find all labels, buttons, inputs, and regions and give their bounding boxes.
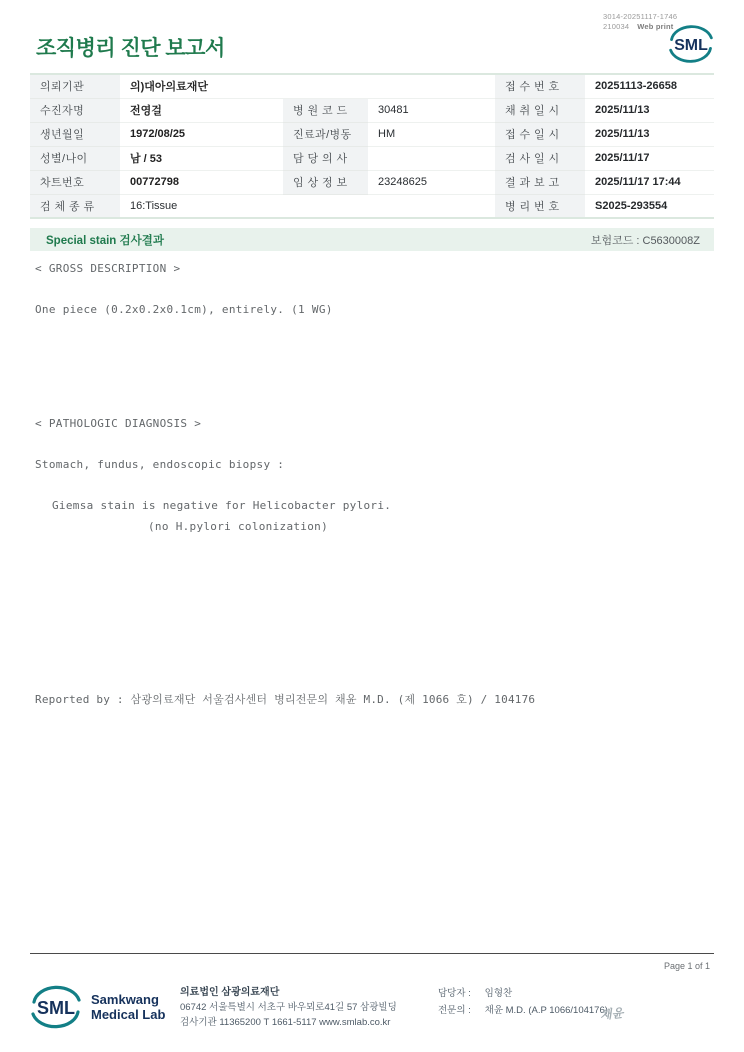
diagnosis-note-text: (no H.pylori colonization) — [148, 520, 328, 533]
table-row — [30, 194, 714, 218]
info-value: 남 / 53 — [120, 146, 283, 170]
insurance-code: 보험코드 : C5630008Z — [590, 234, 700, 247]
info-label: 차트번호 — [30, 170, 120, 194]
page-title: 조직병리 진단 보고서 — [36, 37, 225, 60]
table-row — [30, 98, 714, 122]
info-value: S2025-293554 — [595, 199, 668, 212]
info-label: 담 당 의 사 — [283, 146, 368, 170]
logo-text: SML — [674, 37, 708, 55]
table-row — [30, 74, 714, 98]
staff-label: 담당자 : — [438, 988, 471, 999]
info-label: 접 수 번 호 — [495, 74, 585, 98]
org-contact: 검사기관 11365200 T 1661-5117 www.smlab.co.kr — [180, 1017, 391, 1028]
gross-description-text: One piece (0.2x0.2x0.1cm), entirely. (1 WG) — [35, 303, 333, 316]
info-value: 2025/11/17 17:44 — [585, 170, 714, 194]
info-value: 1972/08/25 — [120, 122, 283, 146]
doctor-name: 채윤 M.D. (A.P 1066/104176) — [484, 1005, 608, 1016]
info-label: 결 과 보 고 — [495, 170, 585, 194]
info-value: 00772798 — [120, 170, 283, 194]
table-row — [30, 122, 714, 146]
sml-logo-icon — [668, 24, 714, 69]
print-code-line2: 210034 — [603, 22, 630, 31]
footer-staff-block — [438, 983, 608, 1030]
footer-logo-name — [91, 992, 165, 1022]
page-number: Page 1 of 1 — [663, 961, 710, 971]
info-value: 16:Tissue — [130, 199, 178, 212]
info-value: 2025/11/13 — [585, 98, 714, 122]
info-value: 의)대아의료재단 — [120, 74, 495, 98]
print-meta — [603, 12, 677, 32]
info-value: 2025/11/17 — [585, 146, 714, 170]
svg-text:SML: SML — [37, 997, 75, 1018]
info-value: 2025/11/13 — [585, 122, 714, 146]
org-name: 의료법인 삼광의료재단 — [180, 987, 280, 998]
info-value: 30481 — [368, 98, 495, 122]
reported-by-line: Reported by : 삼광의료재단 서울검사센터 병리전문의 채윤 M.D. (제 1066 호) / 104176 — [35, 693, 536, 706]
table-row — [30, 170, 714, 194]
info-value: 20251113-26658 — [585, 74, 714, 98]
print-code-line1: 3014-20251117-1746 — [603, 12, 678, 21]
doctor-line — [438, 1002, 608, 1019]
info-label: 의뢰기관 — [30, 74, 120, 98]
diagnosis-result-text: Giemsa stain is negative for Helicobacter pylori. — [52, 499, 392, 512]
info-label: 성별/나이 — [30, 146, 120, 170]
gross-description-heading: < GROSS DESCRIPTION > — [35, 262, 181, 275]
pathologic-diagnosis-heading: < PATHOLOGIC DIAGNOSIS > — [35, 417, 202, 430]
footer-divider — [30, 953, 714, 954]
staff-line — [438, 985, 608, 1002]
info-label: 임 상 정 보 — [283, 170, 368, 194]
diagnosis-site-text: Stomach, fundus, endoscopic biopsy : — [35, 458, 285, 471]
logo-name-line2: Medical Lab — [91, 1006, 166, 1022]
table-row — [30, 146, 714, 170]
info-label: 병 리 번 호 — [495, 194, 585, 218]
doctor-signature: 채윤 — [599, 1005, 624, 1023]
footer-org-block — [180, 983, 438, 1030]
info-value: 23248625 — [368, 170, 495, 194]
info-label: 검 사 일 시 — [495, 146, 585, 170]
info-value: 전영걸 — [120, 98, 283, 122]
info-label: 생년월일 — [30, 122, 120, 146]
org-address: 06742 서울특별시 서초구 바우뫼로41길 57 삼광빌딩 — [180, 1002, 397, 1013]
info-label: 채 취 일 시 — [495, 98, 585, 122]
info-value: HM — [368, 122, 495, 146]
staff-name: 임형찬 — [484, 988, 513, 999]
info-label: 접 수 일 시 — [495, 122, 585, 146]
section-title: Special stain 검사결과 — [46, 234, 164, 247]
info-value — [368, 146, 495, 170]
info-label: 병 원 코 드 — [283, 98, 368, 122]
logo-name-line1: Samkwang — [91, 991, 159, 1007]
info-label: 수진자명 — [30, 98, 120, 122]
info-label: 진료과/병동 — [283, 122, 368, 146]
doctor-label: 전문의 : — [438, 1005, 471, 1016]
section-bar — [30, 228, 714, 251]
patient-info-table — [30, 73, 714, 219]
info-label: 검 체 종 류 — [30, 194, 120, 218]
print-type: Web print — [637, 22, 674, 31]
sml-logo-icon — [30, 985, 82, 1029]
footer-logo — [30, 983, 180, 1030]
